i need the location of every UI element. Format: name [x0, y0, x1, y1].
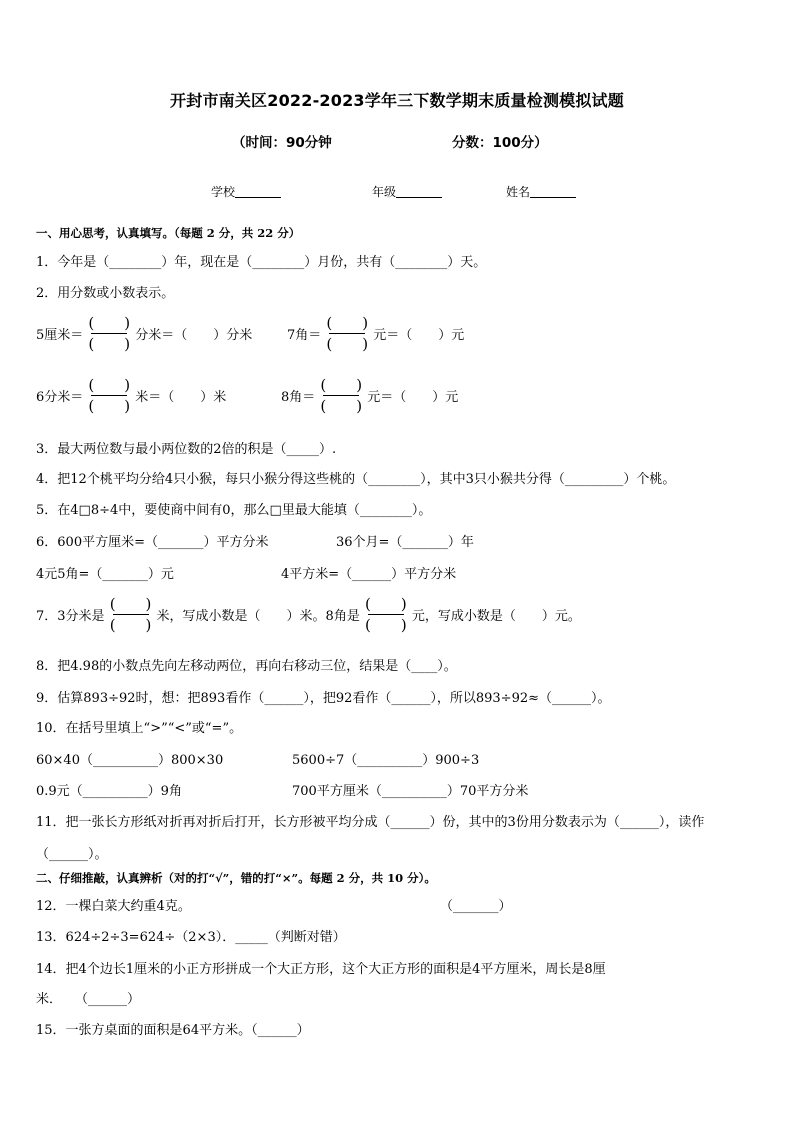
exam-time: （时间：90分钟 — [232, 135, 332, 151]
question-10a: 60×40（__________）800×30 — [36, 753, 224, 768]
section-2-heading: 二、仔细推敲，认真辨析（对的打“√”，错的打“×”。每题 2 分，共 10 分）。 — [36, 871, 436, 885]
question-14-cont: 米． （______） — [36, 992, 141, 1007]
school-blank — [235, 185, 281, 198]
question-3: 3．最大两位数与最小两位数的2倍的积是（_____）. — [36, 442, 337, 457]
page-title: 开封市南关区2022-2023学年三下数学期末质量检测模拟试题 — [170, 91, 624, 110]
question-14: 14．把4个边长1厘米的小正方形拼成一个大正方形，这个大正方形的面积是4平方厘米，周长是8厘 — [36, 962, 606, 977]
question-6a: 6．600平方厘米=（_______）平方分米 — [36, 535, 269, 550]
fraction-blank: $\frac{( )}{( )}$ — [88, 376, 131, 415]
question-6c: 4元5角=（_______）元 — [36, 567, 174, 582]
question-13: 13．624÷2÷3=624÷（2×3）．_____（判断对错） — [36, 930, 346, 945]
school-label: 学校 — [211, 185, 236, 199]
question-8: 8．把4.98的小数点先向左移动两位，再向右移动三位，结果是（____）。 — [36, 659, 457, 674]
question-5: 5．在4□8÷4中，要使商中间有0，那么□里最大能填（________）。 — [36, 503, 432, 518]
question-2b-left: 6分米＝ $\frac{( )}{( )}$ 米＝（ ）米 — [36, 376, 227, 415]
question-2: 2．用分数或小数表示。 — [36, 286, 175, 301]
school-field — [211, 183, 281, 200]
question-10c: 0.9元（__________）9角 — [36, 784, 182, 799]
grade-blank — [396, 185, 442, 198]
section-1-heading: 一、用心思考，认真填写。（每题 2 分，共 22 分） — [36, 226, 301, 240]
fraction-blank: $\frac{( )}{( )}$ — [109, 595, 152, 634]
name-blank — [530, 185, 576, 198]
question-11: 11．把一张长方形纸对折再对折后打开，长方形被平均分成（______）份，其中的3份用分数表示为（______），读作 — [36, 815, 705, 830]
name-field — [506, 183, 576, 200]
question-10: 10．在括号里填上“>”“<”或“=”。 — [36, 721, 243, 736]
question-12: 12．一棵白菜大约重4克。 — [36, 899, 191, 914]
question-11-cont: （______）。 — [36, 847, 108, 862]
name-label: 姓名 — [506, 185, 531, 199]
grade-field — [372, 183, 442, 200]
question-2a-left: 5厘米＝ $\frac{( )}{( )}$ 分米＝（ ）分米 — [36, 314, 253, 353]
question-15: 15．一张方桌面的面积是64平方米。（______） — [36, 1023, 310, 1038]
question-10b: 5600÷7（__________）900÷3 — [292, 753, 480, 768]
question-1: 1．今年是（________）年，现在是（________）月份，共有（________）天。 — [36, 255, 487, 270]
fraction-blank: $\frac{( )}{( )}$ — [320, 376, 363, 415]
question-2a-right: 7角＝ $\frac{( )}{( )}$ 元＝（ ）元 — [287, 314, 465, 353]
fraction-blank: $\frac{( )}{( )}$ — [364, 595, 407, 634]
question-6b: 36个月=（_______）年 — [336, 535, 474, 550]
question-6d: 4平方米=（______）平方分米 — [281, 567, 457, 582]
fraction-blank: $\frac{( )}{( )}$ — [88, 314, 131, 353]
question-12-blank: （_______） — [440, 899, 512, 914]
question-9: 9．估算893÷92时，想：把893看作（______），把92看作（______），所以893÷92≈（______）。 — [36, 691, 611, 706]
exam-score: 分数：100分） — [452, 135, 548, 151]
question-4: 4．把12个桃平均分给4只小猴，每只小猴分得这些桃的（________），其中3只小猴共分得（_________）个桃。 — [36, 472, 676, 487]
fraction-blank: $\frac{( )}{( )}$ — [326, 314, 369, 353]
question-2b-right: 8角＝ $\frac{( )}{( )}$ 元＝（ ）元 — [281, 376, 459, 415]
grade-label: 年级 — [372, 185, 397, 199]
question-7: 7．3分米是 $\frac{( )}{( )}$ 米，写成小数是（ ）米。8角是 $\frac{( )}{( )}$ 元，写成小数是（ ）元。 — [36, 595, 581, 634]
question-10d: 700平方厘米（__________）70平方分米 — [292, 784, 529, 799]
